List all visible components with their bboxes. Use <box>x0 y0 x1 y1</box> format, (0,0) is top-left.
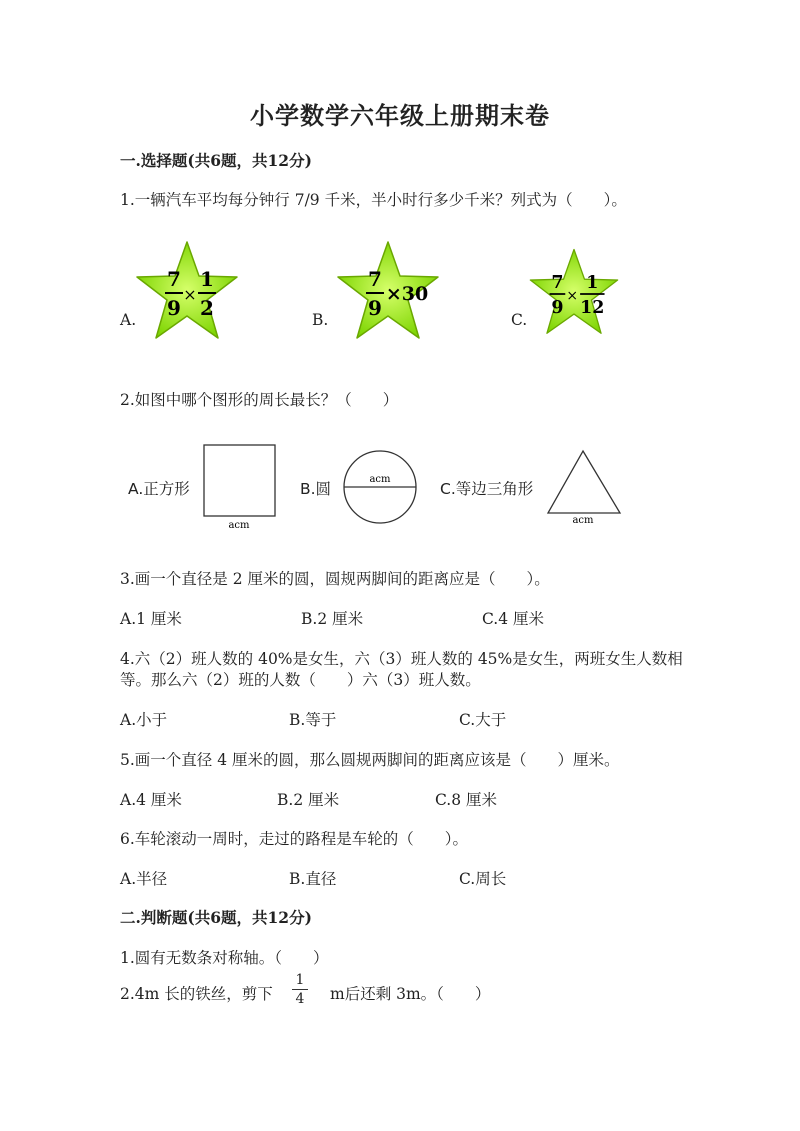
star-c-den1: 9 <box>551 298 564 319</box>
triangle-label: acm <box>572 515 594 526</box>
option-b-star <box>333 238 443 352</box>
star-b-den1: 9 <box>368 296 382 320</box>
star-c-op: × <box>566 288 579 305</box>
circle-figure <box>341 448 421 532</box>
square-label: acm <box>228 520 250 531</box>
judgment-question-2-post: m后还剩 3m。（ ） <box>330 985 491 1003</box>
option-c-star <box>526 246 622 346</box>
q4-option-a: A.小于 <box>120 711 168 729</box>
judgment-question-1: 1.圆有无数条对称轴。（ ） <box>120 949 329 967</box>
section-heading-choice: 一.选择题(共6题，共12分) <box>120 151 312 170</box>
q4-option-b: B.等于 <box>289 711 337 729</box>
circle-label: acm <box>369 474 391 485</box>
fraction <box>292 972 308 1009</box>
q2-option-a: A.正方形 <box>128 480 190 498</box>
star-a-den2: 2 <box>200 296 214 320</box>
star-a-num2: 1 <box>200 267 214 291</box>
question-4-line1: 4.六（2）班人数的 40%是女生，六（3）班人数的 45%是女生，两班女生人数相 <box>120 650 683 668</box>
star-b-num1: 7 <box>368 267 382 291</box>
q6-option-b: B.直径 <box>289 870 337 888</box>
square-figure <box>200 442 280 538</box>
q6-option-c: C.周长 <box>459 870 507 888</box>
fraction-denominator: 4 <box>295 991 305 1007</box>
option-b-label: B. <box>312 311 329 329</box>
option-c-label: C. <box>511 311 528 329</box>
page-title: 小学数学六年级上册期末卷 <box>250 101 550 130</box>
q5-option-b: B.2 厘米 <box>277 791 340 809</box>
triangle-figure <box>545 448 625 532</box>
q4-option-c: C.大于 <box>459 711 507 729</box>
question-3: 3.画一个直径是 2 厘米的圆，圆规两脚间的距离应是（ ）。 <box>120 570 550 588</box>
q5-option-c: C.8 厘米 <box>435 791 498 809</box>
question-6: 6.车轮滚动一周时，走过的路程是车轮的（ ）。 <box>120 830 469 848</box>
star-c-num1: 7 <box>551 272 564 293</box>
star-a-op: × <box>183 285 197 304</box>
q3-option-b: B.2 厘米 <box>301 610 364 628</box>
star-a-num1: 7 <box>167 267 181 291</box>
question-5: 5.画一个直径 4 厘米的圆，那么圆规两脚间的距离应该是（ ）厘米。 <box>120 751 620 769</box>
section-heading-judgment: 二.判断题(共6题，共12分) <box>120 908 312 927</box>
q3-option-c: C.4 厘米 <box>482 610 545 628</box>
question-2: 2.如图中哪个图形的周长最长？（ ） <box>120 391 399 409</box>
q6-option-a: A.半径 <box>120 870 168 888</box>
option-a-label: A. <box>120 311 137 329</box>
star-a-den1: 9 <box>167 296 181 320</box>
q5-option-a: A.4 厘米 <box>120 791 182 809</box>
fraction-numerator: 1 <box>295 972 305 988</box>
question-4-line2: 等。那么六（2）班的人数（ ）六（3）班人数。 <box>120 671 481 689</box>
q2-option-c: C.等边三角形 <box>440 480 534 498</box>
star-c-num2: 1 <box>586 272 599 293</box>
star-c-den2: 12 <box>580 298 605 319</box>
judgment-question-2-pre: 2.4m 长的铁丝，剪下 <box>120 985 273 1003</box>
star-b-op: ×30 <box>385 283 429 305</box>
q2-option-b: B.圆 <box>300 480 332 498</box>
question-1: 1.一辆汽车平均每分钟行 7/9 千米，半小时行多少千米？列式为（ ）。 <box>120 191 627 209</box>
q3-option-a: A.1 厘米 <box>120 610 182 628</box>
option-a-star <box>132 238 242 352</box>
